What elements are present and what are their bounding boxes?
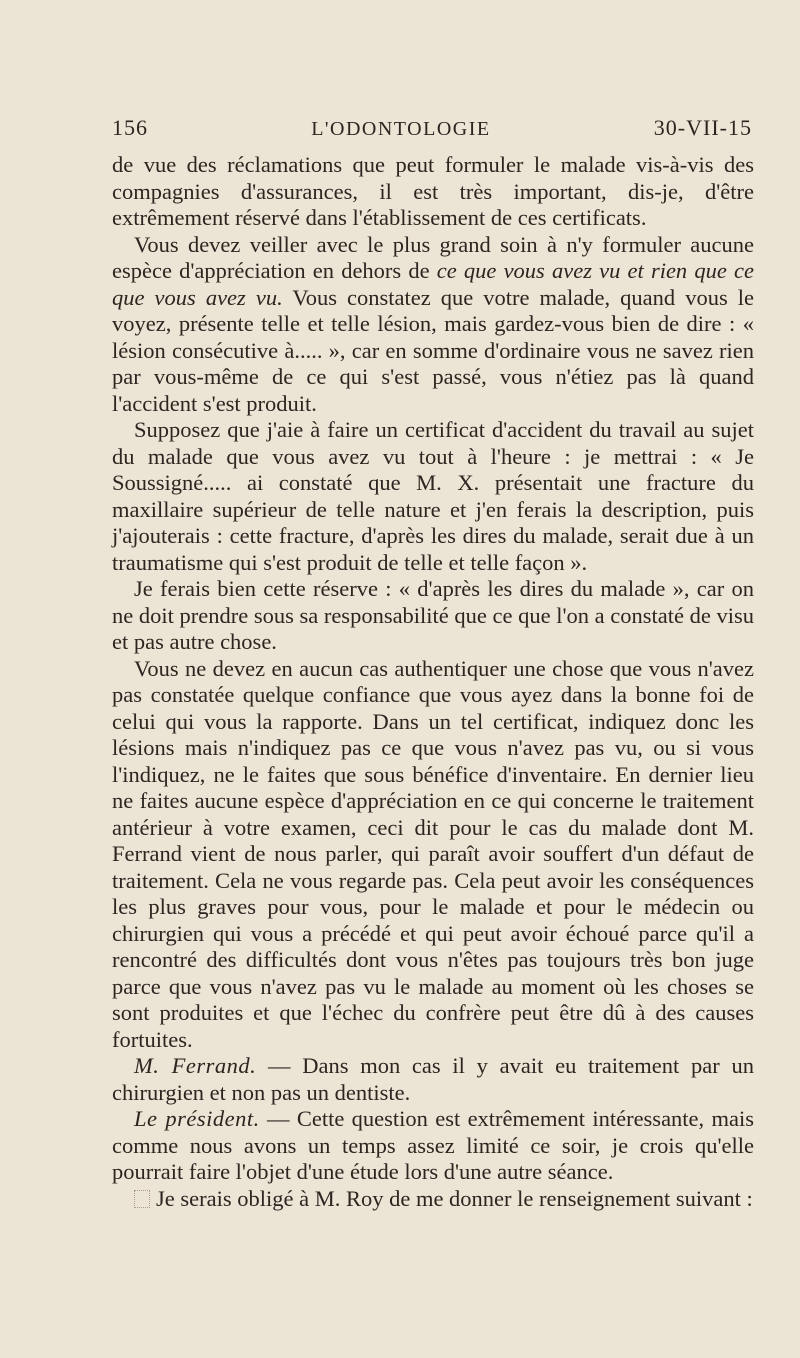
paragraph-4: Je ferais bien cette réserve : « d'après les dires du malade », car on ne doit prendre sous sa responsabilité que ce que l'on a constaté de visu et pas autre chose.	[112, 576, 754, 654]
running-header	[112, 115, 752, 149]
page-number: 156	[112, 115, 148, 140]
ornament-icon	[134, 1190, 150, 1208]
paragraph-7	[112, 1106, 754, 1186]
paragraph-7-text: — Cette question est extrêmement intéressante, mais comme nous avons un temps assez limité ce soir, je crois qu'elle pourrait faire l'objet d'une étude lors d'une autre séance.	[112, 1106, 754, 1184]
paragraph-2-part-a: Vous devez veiller avec le plus grand soin à n'y formuler aucune espèce d'appréciation en dehors de	[112, 231, 754, 283]
paragraph-3: Supposez que j'aie à faire un certificat d'accident du travail au sujet du malade que vous avez vu tout à l'heure : je mettrai : « Je Soussigné..... ai constaté que M. X. présentait une fracture du maxillaire supérieur de telle nature et j'en ferais la description, puis j'ajouterais : cette fracture, d'après les dires du malade, serait due à un traumatisme qui s'est produit de telle et telle façon ».	[112, 417, 754, 575]
paragraph-5: Vous ne devez en aucun cas authentiquer une chose que vous n'avez pas constatée quelque confiance que vous ayez dans la bonne foi de celui qui vous la rapporte. Dans un tel certificat, indiquez donc les lésions mais n'indiquez pas ce que vous n'avez pas vu, ou si vous l'indiquez, ne le faites que sous bénéfice d'inventaire. En dernier lieu ne faites aucune espèce d'appréciation en ce qui concerne le traitement antérieur à votre examen, ceci dit pour le cas du malade dont M. Ferrand vient de nous parler, qui paraît avoir souffert d'un défaut de traitement. Cela ne vous regarde pas. Cela peut avoir les conséquences les plus graves pour vous, pour le malade et pour le médecin ou chirurgien qui vous a précédé et qui peut avoir échoué parce qu'il a rencontré des difficultés dont vous n'êtes pas toujours très bon juge parce que vous n'avez pas vu le malade au moment où les choses se sont produites et que l'échec du confrère peut être dû à des causes fortuites.	[112, 655, 754, 1052]
paragraph-6-text: — Dans mon cas il y avait eu traitement par un chirurgien et non pas un dentiste.	[112, 1053, 754, 1105]
speaker-ferrand: M. Ferrand.	[134, 1053, 257, 1078]
body-text	[112, 152, 754, 1212]
issue-date: 30-VII-15	[653, 115, 752, 140]
paragraph-2-emphasis: ce que vous avez vu et rien que ce que vous avez vu.	[112, 258, 754, 310]
paragraph-1: de vue des réclamations que peut formuler le malade vis-à-vis des compagnies d'assurances, il est très important, dis-je, d'être extrêmement réservé dans l'établissement de ces certificats.	[112, 152, 754, 230]
paragraph-2-part-b: Vous constatez que votre malade, quand vous le voyez, présente telle et telle lésion, mais gardez-vous bien de dire : « lésion consécutive à..... », car en somme d'ordinaire vous ne savez rien par vous-même de ce qui s'est passé, vous n'étiez pas là quand l'accident s'est produit.	[112, 284, 754, 416]
speaker-president: Le président.	[134, 1106, 260, 1131]
journal-title: L'ODONTOLOGIE	[311, 118, 491, 140]
paragraph-8-text: Je serais obligé à M. Roy de me donner le renseignement suivant :	[156, 1185, 753, 1211]
paragraph-8	[112, 1186, 754, 1213]
paragraph-6	[112, 1053, 754, 1106]
paragraph-2	[112, 232, 754, 418]
